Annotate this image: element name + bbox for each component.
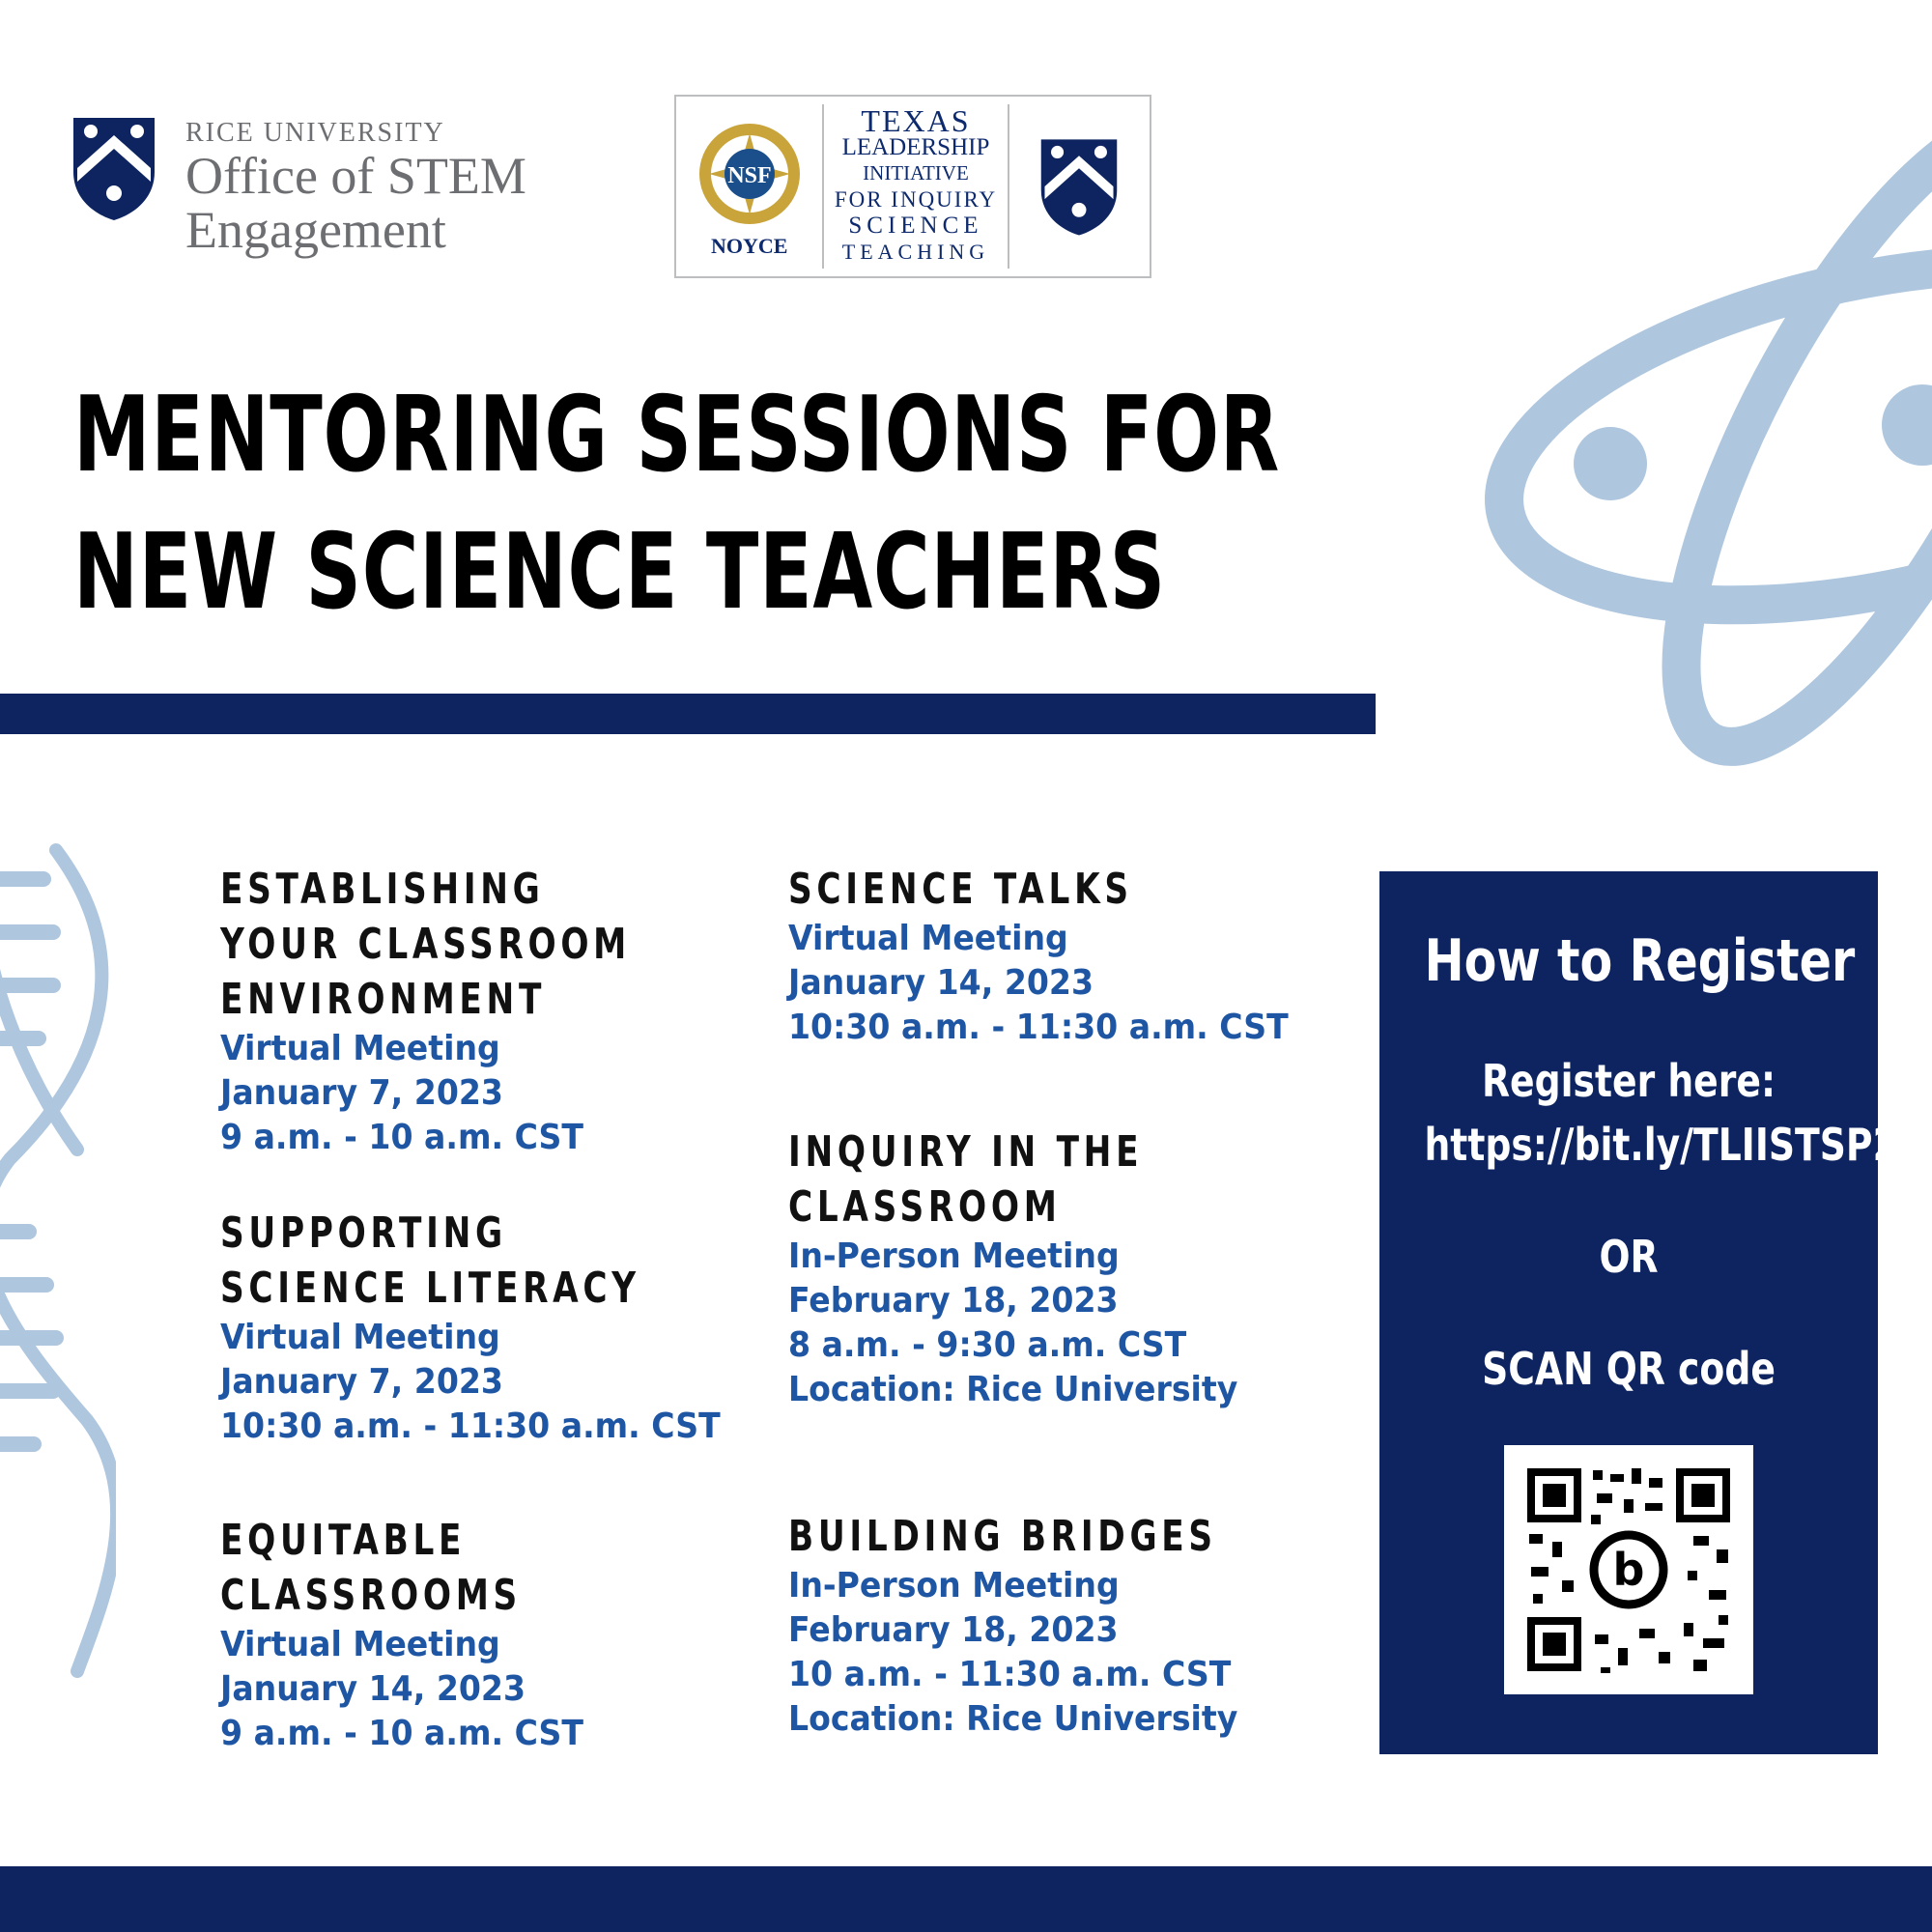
session-inquiry-classroom — [788, 1124, 1277, 1412]
noyce-label: NOYCE — [710, 234, 788, 258]
session-title-line: SCIENCE LITERACY — [220, 1264, 640, 1313]
atom-icon — [1468, 58, 1932, 811]
session-title-line: ESTABLISHING — [220, 865, 545, 914]
session-meeting-type: In-Person Meeting — [788, 1236, 1120, 1276]
session-meeting-type: Virtual Meeting — [220, 1625, 500, 1664]
nsf-seal-text: NSF — [727, 163, 772, 188]
office-line-1: Office of STEM — [185, 147, 526, 205]
rice-shield-icon — [1037, 132, 1121, 241]
register-or-label: OR — [1599, 1231, 1659, 1283]
session-details — [788, 1564, 1293, 1742]
session-science-literacy — [220, 1206, 764, 1449]
page-title — [73, 367, 1281, 641]
scan-qr-label: SCAN QR code — [1482, 1343, 1776, 1395]
tli-logo-box — [674, 95, 1151, 278]
session-title-line: SCIENCE TALKS — [788, 865, 1133, 914]
tli-line-3: INITIATIVE — [863, 161, 969, 185]
register-panel — [1379, 871, 1924, 1754]
session-title-line: YOUR CLASSROOM — [220, 920, 632, 969]
bottom-bar — [0, 1866, 1932, 1932]
session-time: 10:30 a.m. - 11:30 a.m. CST — [220, 1406, 721, 1446]
tli-wordmark — [824, 103, 1007, 265]
session-meeting-type: Virtual Meeting — [220, 1029, 500, 1068]
session-title — [788, 1509, 1217, 1564]
session-details — [788, 917, 1289, 1050]
session-details — [220, 1623, 583, 1756]
session-date: January 14, 2023 — [220, 1669, 526, 1709]
session-time: 9 a.m. - 10 a.m. CST — [220, 1714, 583, 1753]
session-date: February 18, 2023 — [788, 1281, 1119, 1321]
session-meeting-type: In-Person Meeting — [788, 1566, 1120, 1605]
session-title-line: SUPPORTING — [220, 1208, 507, 1258]
qr-code[interactable] — [1504, 1445, 1753, 1694]
title-line-2: NEW SCIENCE TEACHERS — [73, 512, 1166, 633]
session-date: January 7, 2023 — [220, 1073, 503, 1113]
title-divider-bar — [0, 694, 1376, 734]
session-time: 9 a.m. - 10 a.m. CST — [220, 1118, 583, 1157]
session-title-line: ENVIRONMENT — [220, 975, 547, 1024]
session-details — [220, 1027, 704, 1160]
session-date: February 18, 2023 — [788, 1610, 1119, 1650]
session-title — [788, 1124, 1170, 1235]
rice-shield-icon — [70, 114, 158, 222]
session-title-line: INQUIRY IN THE — [788, 1127, 1144, 1177]
qr-code-icon — [1504, 1445, 1753, 1694]
session-location: Location: Rice University — [788, 1699, 1238, 1739]
tli-line-4: FOR INQUIRY — [834, 187, 998, 212]
register-url-link[interactable]: https://bit.ly/TLIISTSP23 — [1424, 1119, 1924, 1171]
office-line-2: Engagement — [185, 201, 446, 259]
register-here-label: Register here: — [1481, 1055, 1776, 1107]
session-time: 10 a.m. - 11:30 a.m. CST — [788, 1655, 1232, 1694]
title-line-1: MENTORING SESSIONS FOR — [73, 375, 1281, 496]
session-science-talks — [788, 862, 1332, 1050]
session-details — [788, 1235, 1237, 1412]
session-title — [220, 1513, 528, 1623]
register-heading: How to Register — [1424, 927, 1856, 995]
session-title-line: CLASSROOMS — [220, 1571, 522, 1620]
session-title — [788, 862, 1212, 917]
tli-line-6: TEACHING — [841, 240, 990, 264]
rice-office-logo — [70, 114, 526, 257]
session-location: Location: Rice University — [788, 1370, 1238, 1409]
session-time: 10:30 a.m. - 11:30 a.m. CST — [788, 1008, 1289, 1047]
session-meeting-type: Virtual Meeting — [788, 919, 1068, 958]
qr-center-glyph: b — [1612, 1544, 1645, 1596]
session-title — [220, 1206, 644, 1316]
session-date: January 14, 2023 — [788, 963, 1094, 1003]
nsf-seal-icon — [687, 114, 812, 230]
dna-icon — [0, 840, 116, 1681]
session-title-line: CLASSROOM — [788, 1182, 1062, 1232]
session-equitable-classrooms — [220, 1513, 615, 1756]
session-establishing-classroom — [220, 862, 747, 1160]
session-time: 8 a.m. - 9:30 a.m. CST — [788, 1325, 1187, 1365]
session-building-bridges — [788, 1509, 1338, 1742]
session-date: January 7, 2023 — [220, 1362, 503, 1402]
session-title — [220, 862, 631, 1027]
session-details — [220, 1316, 721, 1449]
nsf-noyce-logo — [676, 97, 822, 276]
tli-line-1: TEXAS — [861, 103, 971, 138]
session-meeting-type: Virtual Meeting — [220, 1318, 500, 1357]
session-title-line: BUILDING BRIDGES — [788, 1512, 1217, 1561]
tli-line-5: SCIENCE — [848, 213, 983, 239]
tli-line-2: LEADERSHIP — [841, 134, 990, 160]
session-title-line: EQUITABLE — [220, 1516, 467, 1565]
rice-university-label: RICE UNIVERSITY — [185, 118, 445, 148]
